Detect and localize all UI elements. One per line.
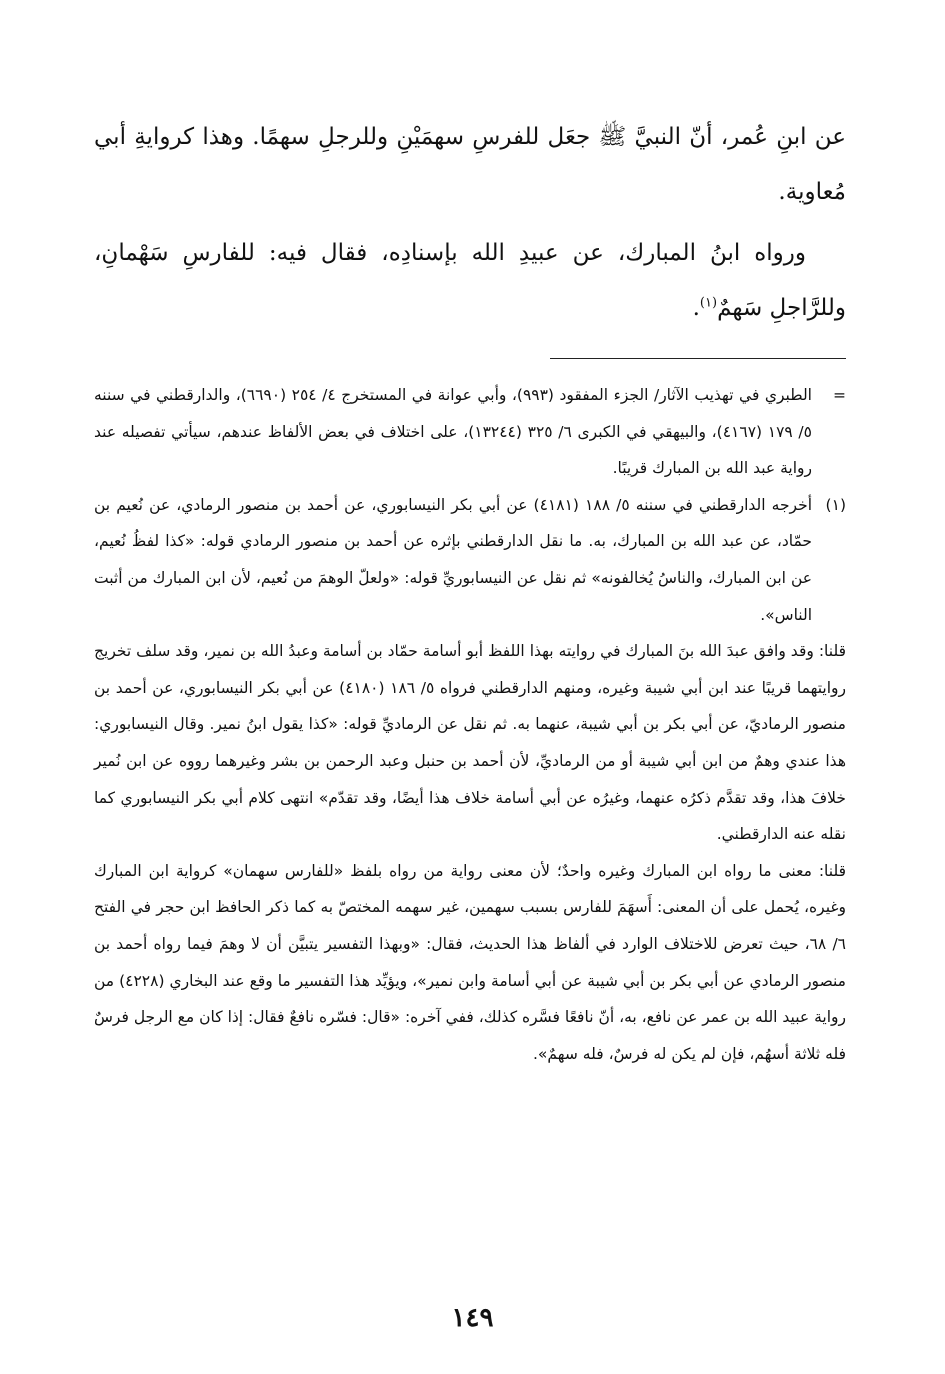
main-paragraph-1: عن ابنِ عُمر، أنّ النبيَّ ﷺ جعَل للفرسِ سهمَيْنِ وللرجلِ سهمًا. وهذا كروايةِ أبي مُعاوية. — [94, 124, 846, 205]
page-body — [94, 110, 846, 1072]
continuation-marker: = — [833, 386, 846, 404]
footnote-1-text: أخرجه الدارقطني في سننه ٥/ ١٨٨ (٤١٨١) عن أبي بكر النيسابوري، عن أحمد بن منصور الرمادي، عن نُعيم بن حمّاد، عن عبد الله بن المبارك، به. ما نقل الدارقطني بإثره عن أحمد بن منصور الرمادي قوله: «كذا لفظُ نُعيم، عن ابن المبارك، والناسُ يُخالفونه» ثم نقل عن النيسابوريِّ قوله: «ولعلّ الوهمَ من نُعيم، لأن ابن المبارك من أثبت الناس». — [94, 495, 812, 624]
footnote-1 — [94, 487, 846, 633]
footnote-paragraph-2: قلنا: وقد وافق عبدَ الله بنَ المبارك في روايته بهذا اللفظ أبو أسامة حمّاد بن أسامة وعبدُ الله بن نمير، وقد سلف تخريج روايتهما قريبًا عند ابن أبي شيبة وغيره، ومنهم الدارقطني فرواه ٥/ ١٨٦ (٤١٨٠) عن أبي بكر النيسابوري، عن أحمد بن منصور الرماديّ، عن أبي بكر بن أبي شيبة، عنهما به. ثم نقل عن الرماديِّ قوله: «كذا يقول ابنُ نمير. وقال النيسابوري: هذا عندي وهمٌ من ابن أبي شيبة أو من الرماديِّ، لأن أحمد بن حنبل وعبد الرحمن بن بشر وغيرهما رووه عن ابن نُمير خلافَ هذا، وقد تقدَّم ذكرُه عنهما، وغيرُه عن أبي أسامة خلاف هذا أيضًا، وقد تقدّم» انتهى كلام أبي بكر النيسابوري كما نقله عنه الدارقطني. — [94, 642, 846, 844]
main-paragraph-2 — [94, 226, 846, 336]
footnote-separator — [550, 358, 846, 359]
footnote-continuation — [94, 377, 846, 487]
footnote-1-marker: (١) — [825, 495, 846, 514]
main-paragraph-2-text: ورواه ابنُ المبارك، عن عبيدِ الله بإسنادِه، فقال فيه: للفارسِ سَهْمانِ، وللرَّاجلِ سَهمٌ — [94, 240, 846, 321]
main-text — [94, 110, 846, 336]
footnote-paragraph-3: قلنا: معنى ما رواه ابن المبارك وغيره واحدٌ؛ لأن معنى رواية من رواه بلفظ «للفارس سهمان» كرواية ابن المبارك وغيره، يُحمل على أن المعنى: أَسهَمَ للفارس بسبب سهمين، غير سهمه المختصّ به كما ذكر الحافظ ابن حجر في الفتح ٦/ ٦٨، حيث تعرض للاختلاف الوارد في ألفاظ هذا الحديث، فقال: «وبهذا التفسير يتبيَّن أن لا وهمَ فيما رواه أحمد بن منصور الرمادي عن أبي بكر بن أبي شيبة عن أبي أسامة وابن نمير»، ويؤيِّد هذا التفسير ما وقع عند البخاري (٤٢٢٨) من رواية عبيد الله بن عمر عن نافع، به، أنّ نافعًا فسَّره كذلك، ففي آخره: «قال: فسّره نافعٌ فقال: إذا كان مع الرجل فرسٌ فله ثلاثة أسهُم، فإن لم يكن له فرسٌ، فله سهمٌ». — [94, 861, 846, 1063]
page-number: ١٤٩ — [451, 1303, 494, 1333]
footnotes — [94, 377, 846, 1072]
main-paragraph-2-end: . — [692, 295, 700, 321]
continuation-text: الطبري في تهذيب الآثار/ الجزء المفقود (٩٩٣)، وأبي عوانة في المستخرج ٤/ ٢٥٤ (٦٦٩٠)، والدارقطني في سننه ٥/ ١٧٩ (٤١٦٧)، والبيهقي في الكبرى ٦/ ٣٢٥ (١٣٢٤٤)، على اختلاف في بعض الألفاظ عندهم، سيأتي تفصيله عند رواية عبد الله بن المبارك قريبًا. — [94, 386, 812, 478]
footnote-reference-1[interactable]: (١) — [699, 295, 718, 311]
